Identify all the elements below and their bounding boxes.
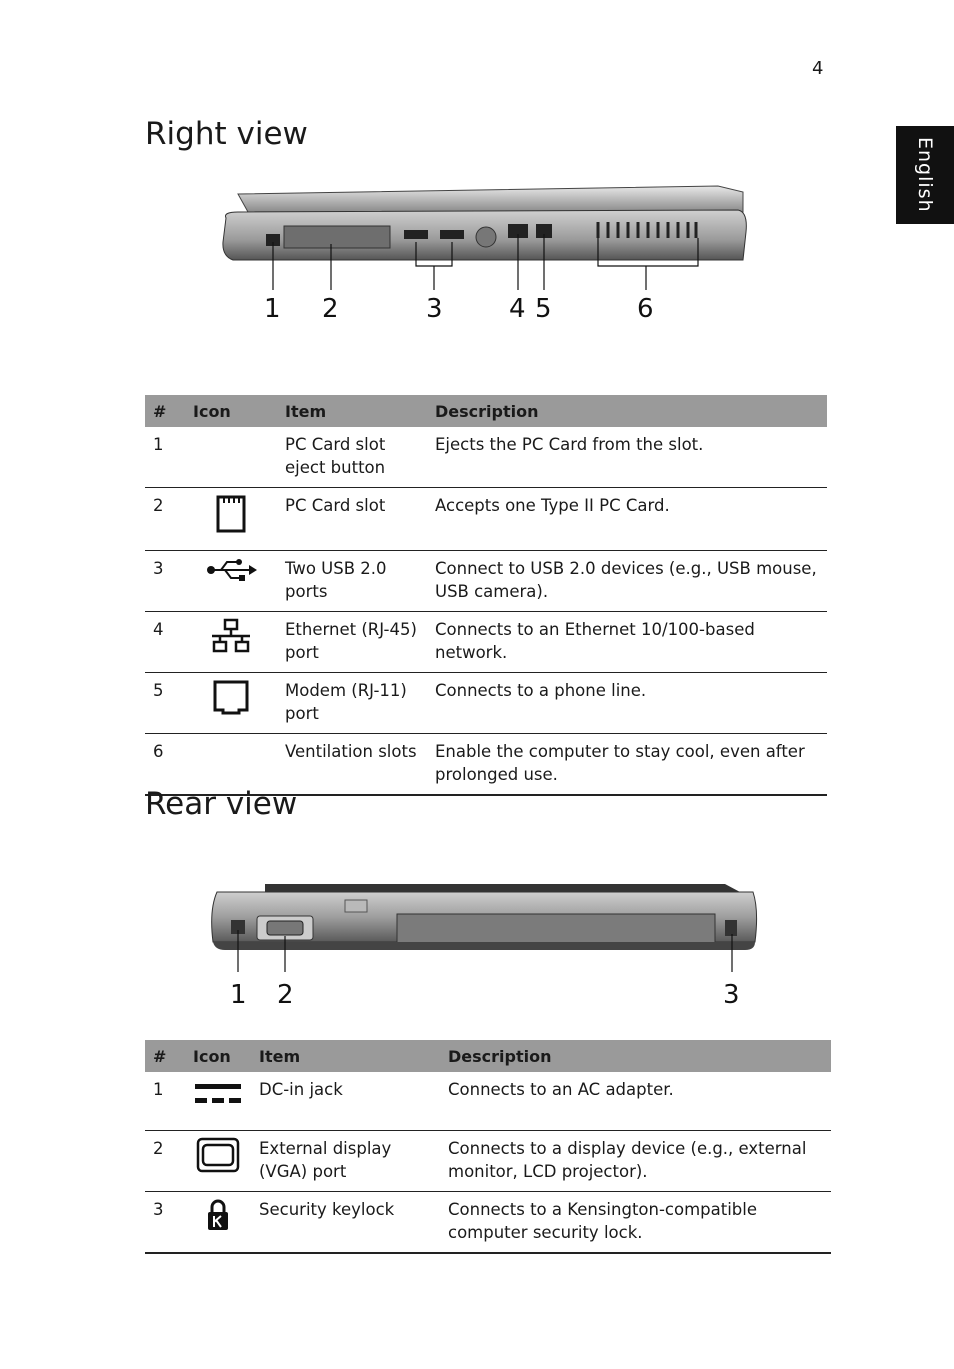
usb-icon	[205, 557, 257, 583]
table-row	[145, 673, 827, 734]
right-callout-4: 4	[509, 294, 526, 324]
rear-callout-2: 2	[277, 980, 294, 1010]
row-item: PC Card slot	[277, 488, 427, 551]
rear-view-title: Rear view	[145, 786, 298, 822]
row-item: Modem (RJ-11) port	[277, 673, 427, 734]
row-description: Connects to an Ethernet 10/100-based network.	[427, 612, 827, 673]
row-number: 3	[145, 1191, 185, 1253]
ethernet-icon	[210, 618, 252, 654]
row-description: Connects to a display device (e.g., external monitor, LCD projector).	[440, 1130, 831, 1191]
row-number: 6	[145, 734, 185, 796]
vga-icon	[196, 1137, 240, 1173]
row-number: 2	[145, 1130, 185, 1191]
table-row	[145, 1191, 831, 1253]
row-description: Accepts one Type II PC Card.	[427, 488, 827, 551]
language-tab-label: English	[914, 137, 936, 213]
row-item: Ventilation slots	[277, 734, 427, 796]
right-view-table	[145, 395, 827, 796]
header-item: Item	[277, 395, 427, 427]
row-item: PC Card slot eject button	[277, 427, 427, 488]
header-num: #	[145, 395, 185, 427]
table-row	[145, 427, 827, 488]
header-icon: Icon	[185, 395, 277, 427]
right-view-title: Right view	[145, 116, 308, 152]
row-number: 5	[145, 673, 185, 734]
right-callout-1: 1	[264, 294, 281, 324]
row-number: 1	[145, 427, 185, 488]
row-description: Ejects the PC Card from the slot.	[427, 427, 827, 488]
table-row	[145, 551, 827, 612]
header-description: Description	[440, 1040, 831, 1072]
modem-icon	[212, 679, 250, 715]
right-callout-5: 5	[535, 294, 552, 324]
right-view-illustration	[218, 182, 758, 327]
right-callout-2: 2	[322, 294, 339, 324]
dc-in-icon	[193, 1078, 243, 1108]
header-icon: Icon	[185, 1040, 251, 1072]
row-number: 4	[145, 612, 185, 673]
header-description: Description	[427, 395, 827, 427]
right-callout-3: 3	[426, 294, 443, 324]
table-header-row	[145, 395, 827, 427]
row-number: 2	[145, 488, 185, 551]
keylock-icon	[205, 1198, 231, 1232]
row-description: Connects to a Kensington-compatible computer security lock.	[440, 1191, 831, 1253]
language-tab	[896, 126, 954, 224]
icon-cell	[185, 427, 277, 488]
page-number: 4	[812, 58, 824, 79]
row-item: Ethernet (RJ-45) port	[277, 612, 427, 673]
table-row	[145, 612, 827, 673]
row-number: 3	[145, 551, 185, 612]
rear-view-illustration	[205, 880, 765, 1012]
table-row	[145, 488, 827, 551]
row-description: Connects to a phone line.	[427, 673, 827, 734]
row-item: Security keylock	[251, 1191, 440, 1253]
table-header-row	[145, 1040, 831, 1072]
table-row	[145, 1072, 831, 1130]
header-num: #	[145, 1040, 185, 1072]
rear-view-table	[145, 1040, 831, 1254]
table-row	[145, 1130, 831, 1191]
row-number: 1	[145, 1072, 185, 1130]
row-description: Connect to USB 2.0 devices (e.g., USB mouse, USB camera).	[427, 551, 827, 612]
row-item: DC-in jack	[251, 1072, 440, 1130]
rear-callout-1: 1	[230, 980, 247, 1010]
row-description: Enable the computer to stay cool, even after prolonged use.	[427, 734, 827, 796]
header-item: Item	[251, 1040, 440, 1072]
row-description: Connects to an AC adapter.	[440, 1072, 831, 1130]
pc-card-icon	[215, 494, 247, 534]
row-item: External display (VGA) port	[251, 1130, 440, 1191]
rear-callout-3: 3	[723, 980, 740, 1010]
right-callout-6: 6	[637, 294, 654, 324]
row-item: Two USB 2.0 ports	[277, 551, 427, 612]
